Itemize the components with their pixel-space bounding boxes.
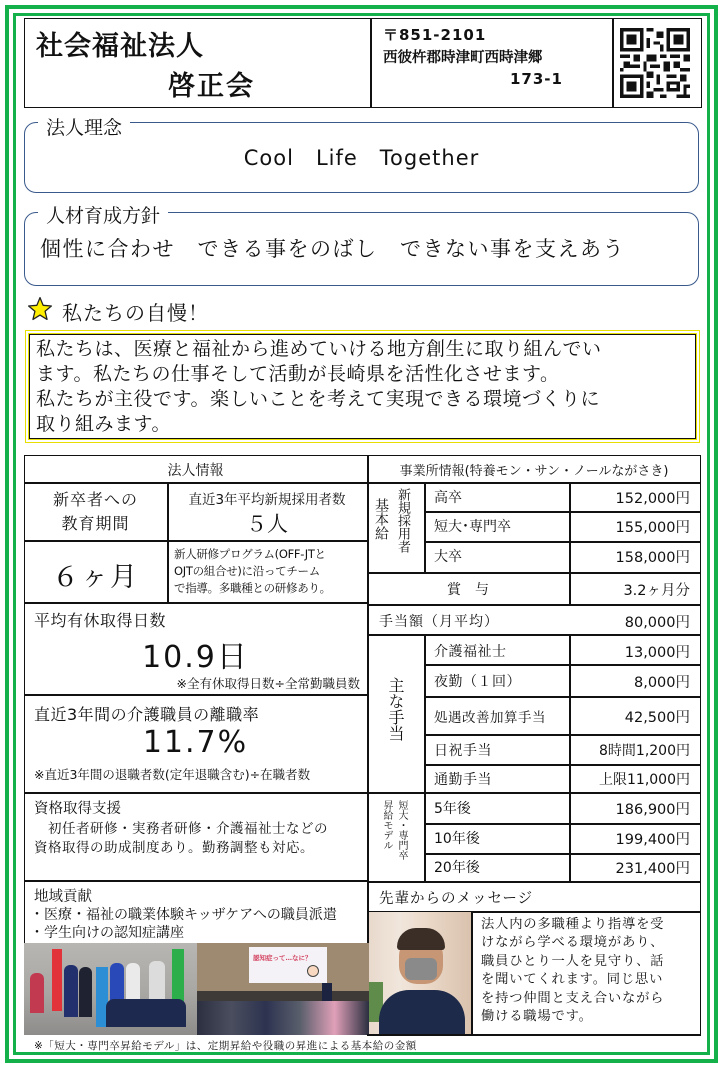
allowance-label: 通勤手当 [434,772,492,788]
office-info-header: 事業所情報(特養モン・サン・ノールながさき) [399,464,669,479]
table-row-line [424,664,701,666]
allowance-label: 処遇改善加算手当 [434,710,546,726]
pride-title: 私たちの自慢！ [62,301,209,325]
qr-code-icon[interactable] [620,28,690,98]
pride-text-line: ます。私たちの仕事そして活動が長崎県を活性化させます。 [36,363,560,385]
staff-photo [369,912,471,1034]
salary-label: 短大･専門卒 [434,519,511,535]
training-label-line1: 新卒者への [52,490,138,509]
table-row-line [24,694,367,696]
community-item: ・学生向けの認知症講座 [30,925,184,941]
turnover-note: ※直近3年間の退職者数(定年退職含む)÷在職者数 [34,767,311,782]
allowance-label: 夜勤（１回） [434,674,521,690]
base-salary-label: 基本給 [373,498,389,540]
table-row-line [424,734,701,736]
header-divider [612,18,614,108]
org-name: 啓正会 [168,71,255,102]
message-text [481,916,664,1026]
table-row-line [24,482,367,484]
new-hire-label: 新規採用者 [395,488,410,553]
pride-text-line: 私たちが主役です。楽しいことを考えて実現できる環境づくりに [36,388,600,410]
table-row-line [367,572,701,574]
raise-model-label: 10年後 [434,831,480,847]
allowance-label: 介護福祉士 [434,644,507,660]
raise-model-label-1: 短大・専門卒 [396,800,407,860]
training-label-line2: 教育期間 [61,514,130,533]
community-item: ・医療・福祉の職業体験キッザケアへの職員派遣 [30,907,337,923]
hires-value: ５人 [246,512,288,536]
bonus-label: 賞 与 [447,582,489,598]
message-line: けながら学べる環境があり、 [481,935,665,951]
turnover-value: 11.7% [142,725,249,760]
allowance-value: 8,000円 [633,675,690,691]
qualification-title: 資格取得支援 [34,801,121,817]
table-bottom-line [367,1034,701,1036]
event-group-photo [24,943,197,1035]
philosophy-text: Cool Life Together [243,146,480,170]
pride-text-line: 私たちは、医療と福祉から進めていける地方創生に取り組んでい [36,338,602,360]
program-line: 新人研修プログラム(OFF-JTと [174,547,326,561]
pride-text [36,337,696,437]
table-col-line [424,482,426,572]
hr-policy-label: 人材育成方針 [38,201,168,228]
philosophy-label: 法人理念 [38,113,130,140]
corp-info-header: 法人情報 [167,463,224,479]
qualification-line: 資格取得の助成制度あり。勤務調整も対応。 [34,840,314,856]
org-type: 社会福祉法人 [36,31,204,62]
pride-text-line: 取り組みます。 [36,413,171,435]
address-number: 173-1 [510,70,563,88]
raise-model-value: 186,900円 [615,802,690,818]
main-allowance-label: 主な手当 [386,677,405,741]
message-line: 職員ひとり一人を見守り、話 [481,953,665,969]
dementia-lecture-photo [197,943,369,1035]
hr-policy-text: 個性に合わせ できる事をのばし できない事を支えあう [40,237,625,261]
program-description [174,546,331,597]
salary-label: 高卒 [434,490,462,506]
table-row-line [424,823,701,825]
allowance-value: 13,000円 [624,645,690,661]
salary-value: 158,000円 [615,550,690,566]
table-row-line [24,540,367,542]
paid-leave-label: 平均有休取得日数 [34,611,167,630]
program-line: で指導。多職種との研修あり。 [174,581,331,595]
message-title: 先輩からのメッセージ [379,891,534,907]
table-col-line [471,911,473,1035]
raise-model-label-2: 昇給モデル [381,800,392,850]
raise-model-label: 5年後 [434,801,471,817]
message-line: 法人内の多職種より指導を受 [481,917,665,932]
table-row-line [424,853,701,855]
table-row-line [24,792,367,794]
allowance-total-label: 手当額（月平均） [379,614,499,630]
table-row-line [367,604,701,606]
slide-text: 認知症って…なに？ [253,954,312,962]
paid-leave-note: ※全有休取得日数÷全常勤職員数 [176,676,360,691]
table-row-line [24,880,367,882]
message-line: を聞いてくれます。同じ思い [481,972,664,988]
salary-label: 大卒 [434,549,462,565]
table-row-line [424,541,701,543]
footnote: ※「短大・専門卒昇給モデル」は、定期昇給や役職の昇進による基本給の金額 [34,1040,417,1052]
table-row-line [424,764,701,766]
table-row-line [367,792,701,794]
table-row-line [367,634,701,636]
raise-model-value: 199,400円 [615,832,690,848]
hires-label: 直近3年平均新規採用者数 [188,492,346,508]
table-row-line [24,602,367,604]
star-icon [27,296,53,322]
header-divider [370,18,372,108]
community-title: 地域貢献 [34,889,92,905]
message-line: を持つ仲間と支え合いながら [481,990,665,1006]
raise-model-value: 231,400円 [615,861,690,877]
allowance-label: 日祝手当 [434,743,492,759]
raise-model-label: 20年後 [434,860,480,876]
table-row-line [424,696,701,698]
address-line: 西彼杵郡時津町西時津郷 [383,50,543,66]
bonus-value: 3.2ヶ月分 [623,583,690,599]
program-line: OJTの組合せ)に沿ってチーム [174,564,320,578]
allowance-value: 8時間1,200円 [599,743,690,759]
message-line: 働ける職場です。 [481,1009,593,1025]
allowance-value: 上限11,000円 [599,772,690,788]
salary-value: 152,000円 [615,491,690,507]
table-row-line [424,511,701,513]
allowance-value: 42,500円 [624,710,690,726]
table-row-line [367,482,701,484]
salary-value: 155,000円 [615,520,690,536]
allowance-total-value: 80,000円 [624,615,690,631]
postal-code: 〒851-2101 [383,26,487,44]
paid-leave-value: 10.9日 [142,640,249,675]
training-value: ６ヶ月 [52,562,139,593]
qualification-line: 初任者研修・実務者研修・介護福祉士などの [34,821,328,837]
training-label [24,488,167,536]
turnover-label: 直近3年間の介護職員の離職率 [34,705,260,724]
